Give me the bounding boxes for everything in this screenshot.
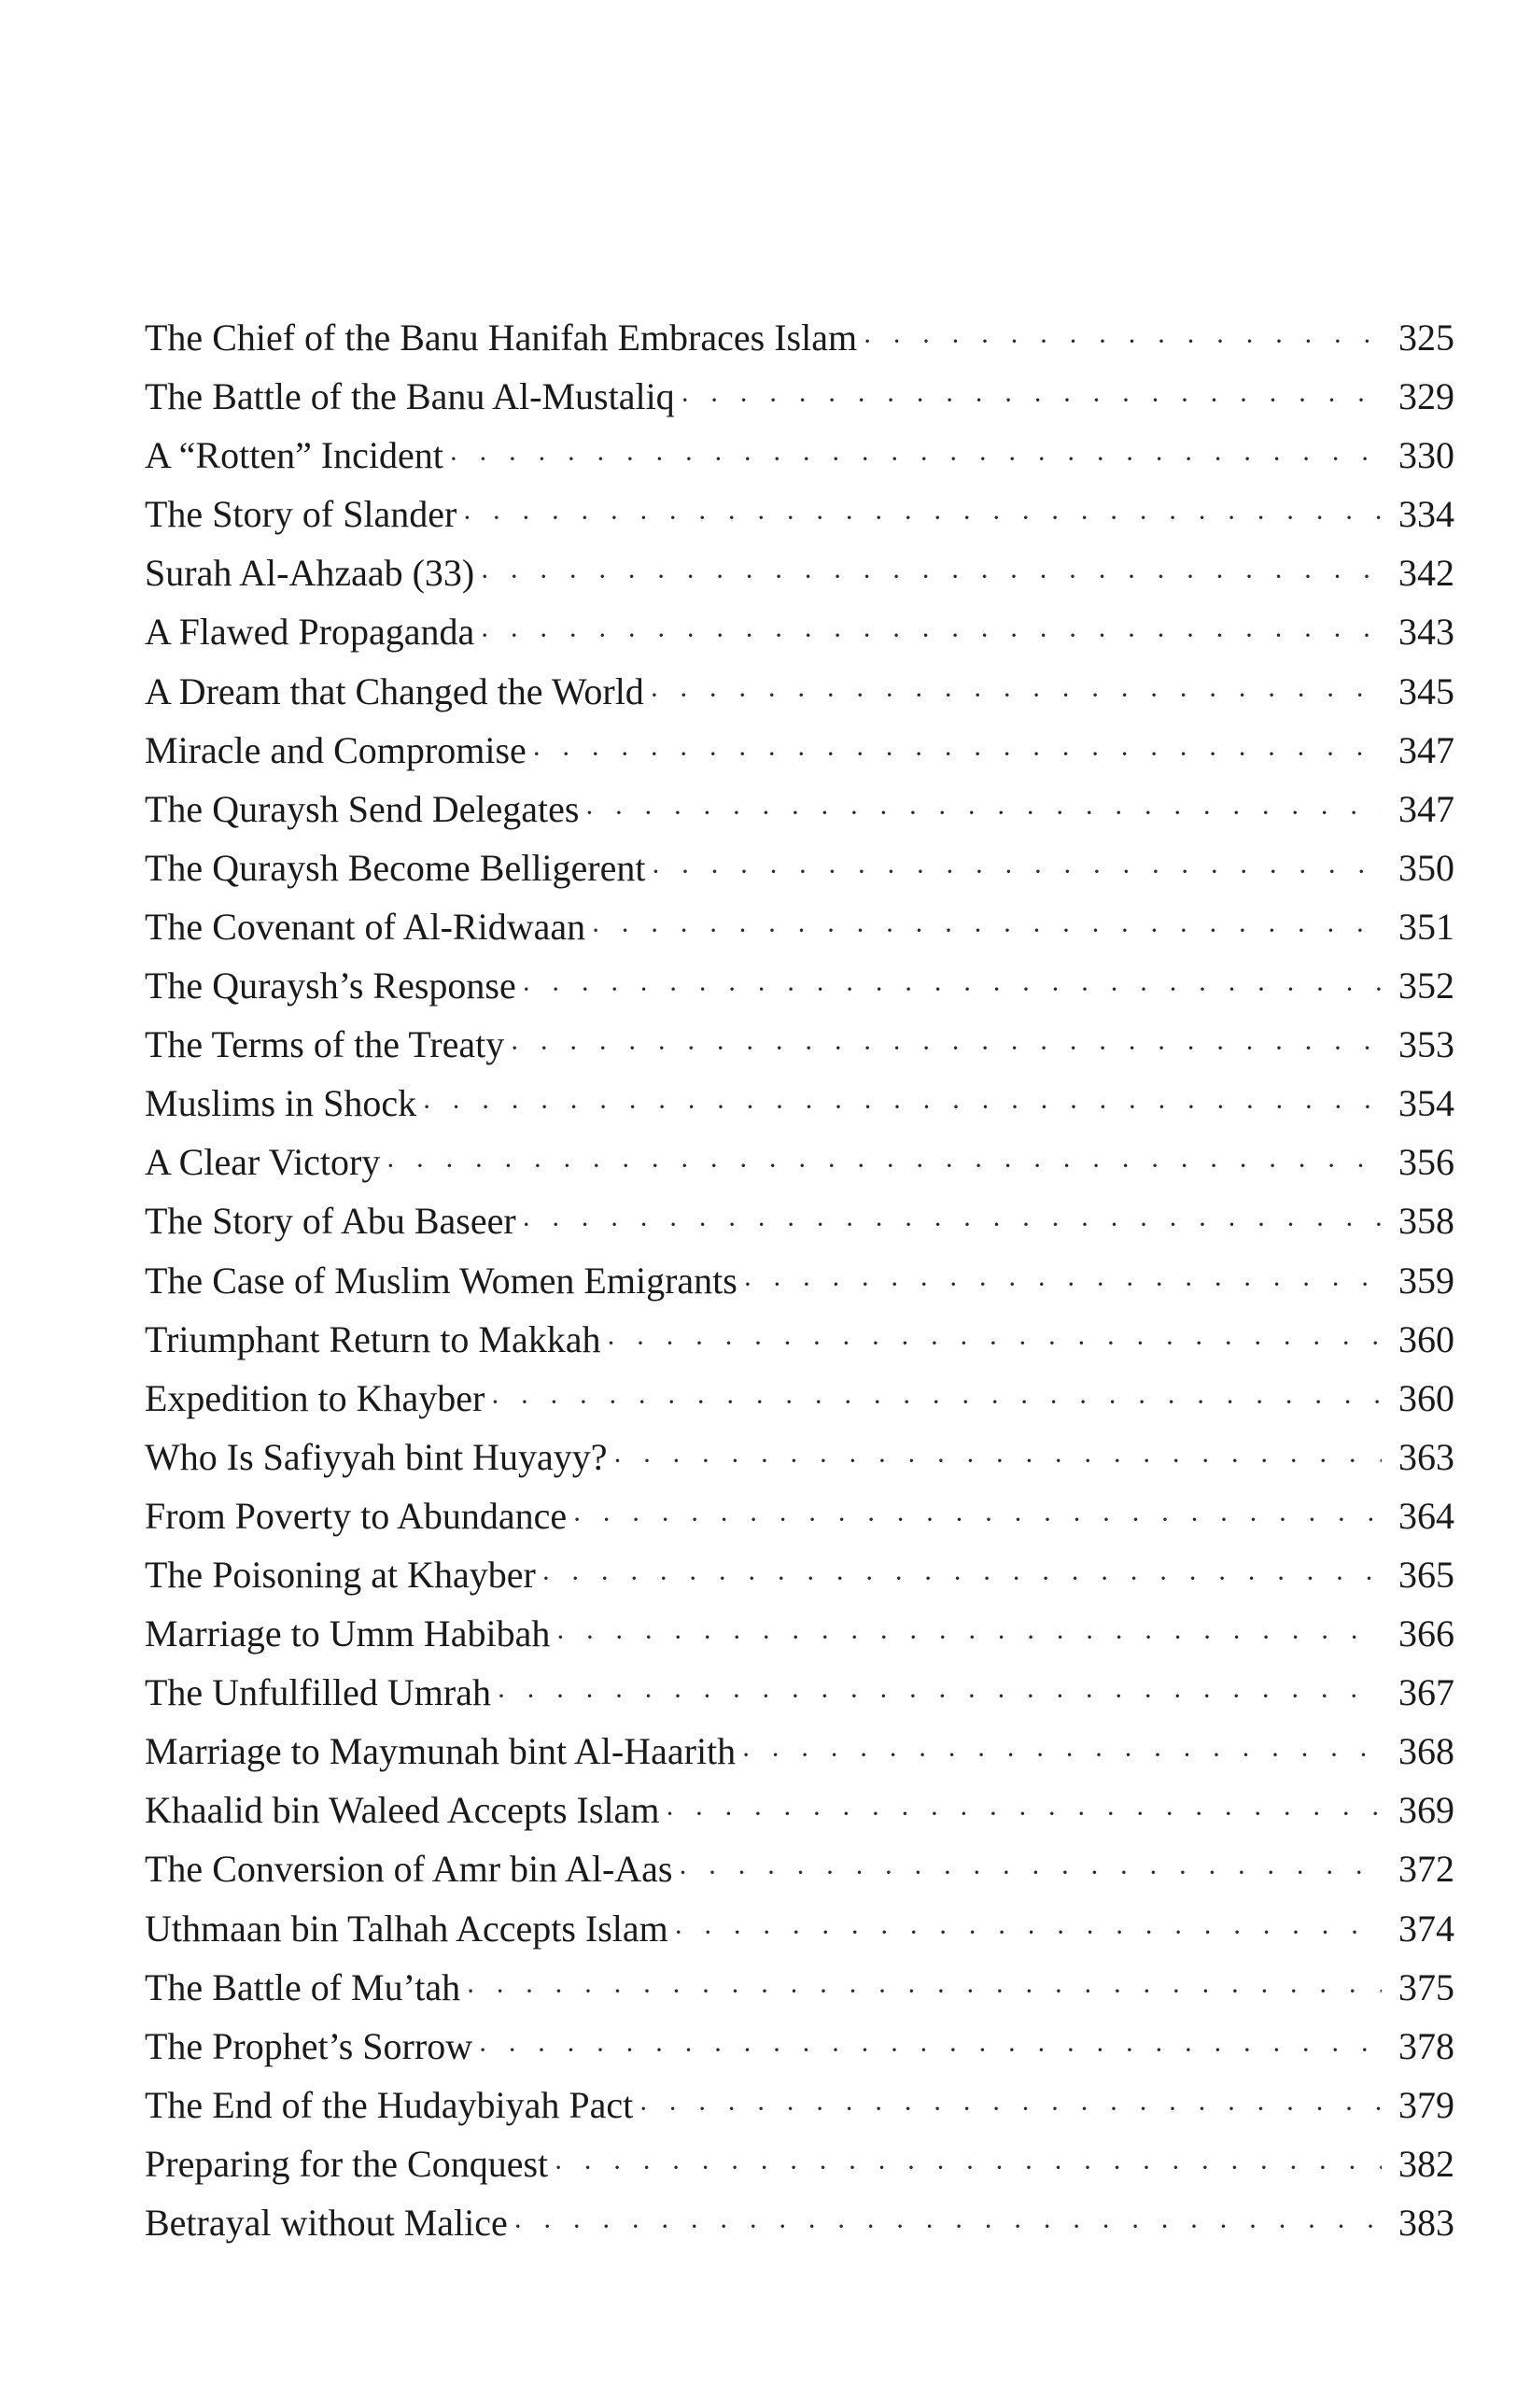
toc-dot-leader [679, 1843, 1383, 1902]
toc-entry-page: 334 [1398, 493, 1454, 536]
toc-dot-leader [532, 725, 1382, 783]
toc-dot-leader [554, 2138, 1382, 2197]
toc-entry[interactable] [145, 2017, 1454, 2076]
toc-entry[interactable] [145, 485, 1454, 543]
toc-dot-leader [674, 1903, 1382, 1962]
toc-entry-title: Khaalid bin Waleed Accepts Islam [145, 1789, 660, 1832]
toc-entry-title: A Dream that Changed the World [145, 669, 644, 712]
toc-entry[interactable] [145, 780, 1454, 838]
toc-entry-page: 360 [1398, 1317, 1454, 1360]
toc-dot-leader [541, 1549, 1382, 1608]
toc-entry[interactable] [145, 367, 1454, 426]
toc-entry[interactable] [145, 1251, 1454, 1310]
toc-dot-leader [651, 842, 1382, 901]
toc-entry-page: 342 [1398, 552, 1454, 595]
toc-entry-page: 366 [1398, 1612, 1454, 1655]
toc-entry-title: The Prophet’s Sorrow [145, 2024, 473, 2067]
toc-entry-title: A Clear Victory [145, 1141, 381, 1184]
toc-entry[interactable] [145, 1663, 1454, 1722]
toc-entry-page: 374 [1398, 1907, 1454, 1950]
toc-dot-leader [681, 371, 1382, 429]
toc-entry-page: 330 [1398, 434, 1454, 477]
toc-entry-title: The Battle of the Banu Al-Mustaliq [145, 375, 675, 418]
toc-entry-title: The Battle of Mu’tah [145, 1965, 461, 2008]
toc-entry-title: The Case of Muslim Women Emigrants [145, 1259, 737, 1302]
toc-entry-title: The Quraysh Send Delegates [145, 787, 580, 830]
toc-entry[interactable] [145, 721, 1454, 780]
toc-entry-page: 329 [1398, 375, 1454, 418]
toc-entry-page: 351 [1398, 905, 1454, 948]
toc-dot-leader [639, 2079, 1382, 2138]
toc-dot-leader [863, 312, 1382, 371]
toc-entry[interactable] [145, 1486, 1454, 1545]
toc-entry-title: Surah Al-Ahzaab (33) [145, 552, 475, 595]
toc-dot-leader [741, 1725, 1382, 1784]
toc-entry-title: The Conversion of Amr bin Al-Aas [145, 1848, 673, 1891]
toc-entry[interactable] [145, 1191, 1454, 1250]
toc-entry[interactable] [145, 308, 1454, 367]
toc-entry-page: 378 [1398, 2024, 1454, 2067]
toc-entry-title: A Flawed Propaganda [145, 611, 475, 654]
toc-entry-page: 383 [1398, 2202, 1454, 2244]
toc-entry[interactable] [145, 2193, 1454, 2252]
toc-entry[interactable] [145, 1958, 1454, 2017]
toc-entry-page: 350 [1398, 846, 1454, 889]
toc-entry-title: A “Rotten” Incident [145, 434, 443, 477]
toc-dot-leader [591, 901, 1382, 960]
toc-dot-leader [743, 1255, 1382, 1314]
toc-entry[interactable] [145, 1074, 1454, 1133]
toc-entry-page: 325 [1398, 317, 1454, 359]
toc-entry-page: 369 [1398, 1789, 1454, 1832]
toc-dot-leader [462, 488, 1382, 547]
toc-entry[interactable] [145, 1369, 1454, 1428]
toc-dot-leader [478, 2021, 1382, 2079]
toc-dot-leader [510, 1019, 1382, 1077]
toc-dot-leader [522, 1195, 1382, 1254]
toc-entry-page: 365 [1398, 1553, 1454, 1596]
toc-entry-title: The Quraysh Become Belligerent [145, 846, 646, 889]
toc-entry[interactable] [145, 838, 1454, 897]
toc-entry[interactable] [145, 1428, 1454, 1486]
toc-entry-page: 347 [1398, 787, 1454, 830]
toc-entry-page: 359 [1398, 1259, 1454, 1302]
toc-entry-title: Expedition to Khayber [145, 1376, 485, 1419]
toc-entry-page: 360 [1398, 1376, 1454, 1419]
toc-dot-leader [665, 1784, 1382, 1843]
toc-entry-title: The Story of Abu Baseer [145, 1200, 516, 1243]
toc-entry-page: 363 [1398, 1435, 1454, 1478]
toc-entry-title: Uthmaan bin Talhah Accepts Islam [145, 1907, 668, 1950]
toc-entry-title: Betrayal without Malice [145, 2202, 508, 2244]
toc-dot-leader [449, 429, 1382, 488]
toc-dot-leader [584, 783, 1382, 842]
toc-dot-leader [522, 960, 1382, 1019]
toc-dot-leader [513, 2197, 1382, 2256]
toc-dot-leader [607, 1314, 1383, 1373]
toc-entry[interactable] [145, 543, 1454, 602]
toc-entry-page: 379 [1398, 2083, 1454, 2126]
toc-entry[interactable] [145, 1781, 1454, 1839]
toc-dot-leader [555, 1608, 1382, 1667]
toc-entry[interactable] [145, 956, 1454, 1015]
toc-entry[interactable] [145, 1015, 1454, 1074]
toc-entry-title: Preparing for the Conquest [145, 2142, 549, 2185]
toc-entry-title: The Poisoning at Khayber [145, 1553, 536, 1596]
toc-dot-leader [497, 1667, 1382, 1725]
toc-entry-page: 367 [1398, 1671, 1454, 1714]
toc-entry[interactable] [145, 1722, 1454, 1781]
toc-dot-leader [490, 1373, 1382, 1431]
toc-entry-title: Miracle and Compromise [145, 728, 527, 771]
toc-entry-title: Marriage to Maymunah bint Al-Haarith [145, 1730, 737, 1773]
toc-entry[interactable] [145, 426, 1454, 485]
toc-entry[interactable] [145, 1604, 1454, 1663]
toc-entry-page: 343 [1398, 611, 1454, 654]
toc-entry-page: 382 [1398, 2142, 1454, 2185]
toc-entry-page: 354 [1398, 1082, 1454, 1125]
toc-entry-title: The Story of Slander [145, 493, 457, 536]
toc-entry[interactable] [145, 1545, 1454, 1604]
toc-dot-leader [650, 666, 1382, 725]
toc-dot-leader [480, 606, 1382, 665]
toc-entry-page: 368 [1398, 1730, 1454, 1773]
toc-entry-page: 352 [1398, 965, 1454, 1007]
table-of-contents [145, 308, 1454, 2252]
toc-entry-page: 356 [1398, 1141, 1454, 1184]
toc-entry-title: The Unfulfilled Umrah [145, 1671, 491, 1714]
toc-dot-leader [386, 1136, 1382, 1195]
toc-entry[interactable] [145, 1310, 1454, 1369]
toc-dot-leader [466, 1962, 1382, 2021]
toc-entry-page: 375 [1398, 1965, 1454, 2008]
toc-entry-page: 347 [1398, 728, 1454, 771]
toc-entry-title: Who Is Safiyyah bint Huyayy? [145, 1435, 608, 1478]
toc-entry[interactable] [145, 2076, 1454, 2134]
toc-entry-page: 372 [1398, 1848, 1454, 1891]
toc-entry-page: 358 [1398, 1200, 1454, 1243]
toc-entry[interactable] [145, 1839, 1454, 1898]
toc-entry[interactable] [145, 897, 1454, 956]
toc-entry-title: From Poverty to Abundance [145, 1494, 568, 1537]
toc-dot-leader [480, 547, 1382, 606]
toc-dot-leader [422, 1077, 1382, 1136]
toc-entry-page: 364 [1398, 1494, 1454, 1537]
toc-entry-page: 353 [1398, 1023, 1454, 1066]
toc-entry[interactable] [145, 602, 1454, 661]
toc-entry-title: Muslims in Shock [145, 1082, 417, 1125]
toc-entry-title: The End of the Hudaybiyah Pact [145, 2083, 634, 2126]
toc-entry-title: The Quraysh’s Response [145, 965, 516, 1007]
toc-entry-page: 345 [1398, 669, 1454, 712]
toc-entry[interactable] [145, 2134, 1454, 2193]
toc-dot-leader [612, 1431, 1382, 1490]
toc-entry-title: Triumphant Return to Makkah [145, 1317, 601, 1360]
toc-entry-title: Marriage to Umm Habibah [145, 1612, 551, 1655]
toc-entry[interactable] [145, 1133, 1454, 1191]
toc-entry[interactable] [145, 1899, 1454, 1958]
toc-entry[interactable] [145, 662, 1454, 721]
toc-entry-title: The Chief of the Banu Hanifah Embraces Islam [145, 317, 858, 359]
toc-entry-title: The Terms of the Treaty [145, 1023, 505, 1066]
toc-dot-leader [572, 1490, 1382, 1549]
toc-entry-title: The Covenant of Al-Ridwaan [145, 905, 586, 948]
